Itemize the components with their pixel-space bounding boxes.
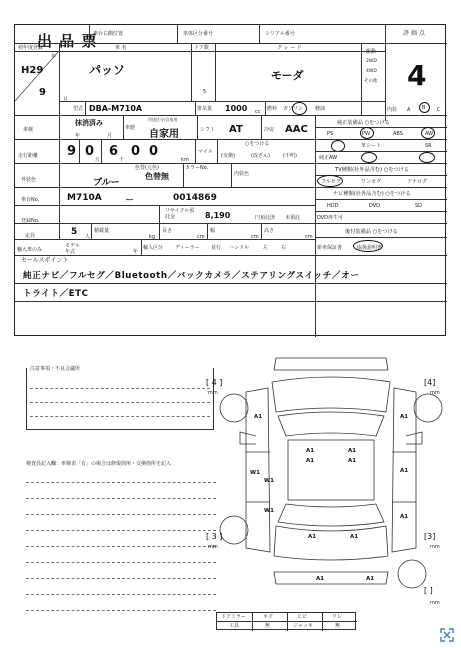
warranty-label: 新車保証書 bbox=[317, 245, 343, 251]
tools-table bbox=[216, 612, 356, 630]
manual-label: 取扱説明書 bbox=[357, 245, 383, 251]
damage-mark-5: A1 bbox=[348, 448, 357, 454]
bracket-front-left: [ 4 ] bbox=[206, 378, 223, 387]
color-change-label: 色替(元色) bbox=[135, 165, 159, 171]
eval-a: A bbox=[407, 107, 411, 113]
mileage-digit-5: 0 bbox=[149, 144, 159, 159]
option-leather: 革シート bbox=[361, 143, 382, 149]
bracket-rear-right: [3] bbox=[424, 532, 436, 541]
damage-mark-4: A1 bbox=[306, 458, 315, 464]
meta-label-2: 車体区分番号 bbox=[183, 31, 214, 37]
mileage-label: 走行距離 bbox=[18, 153, 39, 159]
notes-label: 注意事項・不良会議所 bbox=[30, 366, 81, 372]
score-label: 評 価 点 bbox=[403, 30, 425, 37]
tv-title: TV種類(社外品含む) ○をつける bbox=[335, 167, 410, 173]
color-value: ブルー bbox=[93, 178, 120, 188]
reg-label: 登録No. bbox=[21, 218, 40, 224]
tv-analog: アナログ bbox=[407, 179, 428, 185]
model-label: 型式 bbox=[73, 106, 84, 112]
tool-value-4: 無 bbox=[335, 623, 341, 629]
damage-mark-11: A1 bbox=[400, 514, 409, 520]
option-aw: AW bbox=[425, 131, 434, 137]
mileage-digit-2: 0 bbox=[85, 144, 95, 159]
sales-line-1: 純正ナビ／フルセグ／Bluetooth／バックカメラ／ステアリングスイッチ／オー bbox=[23, 271, 360, 281]
eval-label: 内装 bbox=[387, 107, 398, 113]
capacity-value: 5 bbox=[71, 227, 78, 237]
sheet-title: 出 品 票 bbox=[37, 32, 98, 50]
damage-mark-2: A1 bbox=[400, 414, 409, 420]
drive-label: 駆動 bbox=[366, 49, 377, 55]
inspection-value: 抹消済み bbox=[75, 119, 103, 127]
notes-box bbox=[26, 368, 214, 430]
navi-dvd: DVD bbox=[369, 203, 381, 209]
mileage-digit-4: 0 bbox=[131, 144, 141, 159]
import-div-label: 輸入区分 bbox=[143, 245, 164, 251]
shift-label: シフト bbox=[200, 127, 216, 133]
model-year-label: モデル年式 bbox=[65, 243, 80, 255]
mm-label-1: mm bbox=[208, 390, 218, 396]
door-count: 5 bbox=[203, 89, 207, 95]
import-label: 輸入車のみ bbox=[17, 247, 43, 253]
inspector-note: 検査員記入欄：車検表「有」の場合は修復箇所・交換箇所を記入 bbox=[26, 461, 172, 467]
inspection-label: 車検 bbox=[23, 127, 34, 133]
model-value: DBA-M710A bbox=[89, 104, 143, 113]
fuel-circle bbox=[292, 102, 307, 115]
dealer-label: ディーラー bbox=[175, 245, 200, 251]
options-title: 純正装備品 ○をつける bbox=[337, 120, 390, 126]
option-abs: ABS bbox=[393, 131, 403, 137]
handle-label: ハンドル bbox=[229, 245, 250, 251]
damage-mark-14: A1 bbox=[316, 576, 325, 582]
expand-icon[interactable] bbox=[440, 628, 454, 642]
length-cm: cm bbox=[197, 234, 205, 240]
drive-other: その他 bbox=[364, 79, 378, 84]
month-label: 月 bbox=[63, 97, 69, 103]
usage-top-label: 用途区分/自家用 bbox=[148, 117, 178, 122]
load-label: 積載量 bbox=[94, 228, 110, 234]
eval-c: C bbox=[437, 107, 441, 113]
sales-label: セールスポイント bbox=[21, 257, 69, 264]
km-label: km bbox=[181, 157, 189, 163]
meta-label-1: 車台右側位置 bbox=[93, 31, 124, 37]
score-value: 4 bbox=[407, 59, 427, 92]
light-oil-label: 軽油 bbox=[315, 106, 326, 112]
option-genuine-aw: 純正AW bbox=[319, 155, 338, 161]
tool-value-1: 工具 bbox=[229, 623, 240, 629]
exterior-label: 外装色 bbox=[21, 177, 37, 183]
meter-option-3: (不明) bbox=[283, 153, 297, 159]
grade-value: モーダ bbox=[271, 69, 304, 82]
damage-mark-8: W1 bbox=[264, 478, 274, 484]
navi-hdd: HDD bbox=[327, 203, 339, 209]
tv-fullseg: フルセグ bbox=[321, 179, 341, 185]
shift-value: AT bbox=[229, 124, 243, 135]
inspection-year: 年 bbox=[75, 133, 81, 139]
height-label: 高さ bbox=[264, 228, 275, 234]
left-label: 左 bbox=[263, 245, 269, 251]
mileage-digit-3: 6 bbox=[109, 144, 119, 159]
usage-label: 車歴 bbox=[125, 125, 136, 131]
car-damage-diagram bbox=[216, 352, 446, 608]
car-name-value: パッソ bbox=[89, 63, 126, 77]
chassis-number: 0014869 bbox=[173, 193, 217, 203]
navi-title: ナビ種類(社外品含む) ○をつける bbox=[333, 191, 411, 197]
width-cm: cm bbox=[251, 234, 259, 240]
bracket-front-right: [4] bbox=[424, 378, 436, 387]
grade-label: グ レ ー ド bbox=[277, 45, 302, 51]
right-label: 右 bbox=[281, 245, 287, 251]
first-reg-label: 初年度登録 bbox=[18, 45, 44, 51]
interior-label: 内装色 bbox=[234, 171, 250, 177]
damage-mark-7: W1 bbox=[250, 470, 260, 476]
sen-label: 千 bbox=[119, 157, 125, 163]
color-no-label: カラーNo. bbox=[185, 165, 209, 171]
parallel-label: 並行 bbox=[211, 245, 222, 251]
inspection-month: 月 bbox=[107, 133, 113, 139]
drive-4wd: 4WD bbox=[366, 69, 377, 74]
eval-b: B bbox=[422, 105, 426, 111]
sales-line-2: トライト／ETC bbox=[23, 289, 89, 299]
ac-value: AAC bbox=[285, 124, 308, 135]
meta-label-3: シリアル番号 bbox=[265, 31, 295, 37]
later-title: 後付装備品 ○をつける bbox=[345, 229, 398, 235]
ac-label: 冷房 bbox=[264, 127, 275, 133]
mm-label-4: mm bbox=[430, 544, 440, 550]
mile-label: マイル bbox=[198, 149, 213, 155]
damage-mark-1: A1 bbox=[254, 414, 263, 420]
car-name-label: 車 名 bbox=[115, 45, 127, 51]
cc-label: cc bbox=[255, 109, 261, 115]
option-extra-circle-2 bbox=[419, 152, 435, 163]
damage-mark-9: W1 bbox=[264, 508, 274, 514]
man-label: 万 bbox=[95, 157, 101, 163]
recycle-not-deposited: 未預託 bbox=[285, 215, 301, 221]
chassis-dash: － bbox=[125, 196, 135, 206]
option-sr: SR bbox=[425, 143, 432, 149]
tool-value-2: 無 bbox=[265, 623, 271, 629]
fuel-value: ガソリン bbox=[283, 106, 304, 112]
mm-label-2: mm bbox=[430, 390, 440, 396]
displacement-label: 排気量 bbox=[197, 106, 213, 112]
chassis-label: 車台No. bbox=[21, 197, 40, 203]
bracket-spare: [ ] bbox=[424, 586, 433, 595]
option-pw: PW bbox=[362, 131, 370, 137]
height-cm: cm bbox=[305, 234, 313, 240]
doors-label: ドア数 bbox=[194, 45, 209, 51]
navi-sd: SD bbox=[415, 203, 423, 209]
damage-mark-6: A1 bbox=[348, 458, 357, 464]
tv-oneseg: ワンセグ bbox=[361, 179, 382, 185]
tool-header-3: ヒビ bbox=[297, 614, 308, 620]
tool-header-1: ドアミラー bbox=[221, 614, 246, 620]
capacity-label: 定員 bbox=[25, 233, 36, 239]
era-value: H29 bbox=[21, 65, 44, 76]
color-change-value: 色替無 bbox=[145, 172, 169, 181]
tool-header-4: ワレ bbox=[332, 614, 343, 620]
option-extra-circle-1 bbox=[361, 152, 377, 163]
dvd-playback: DVD再生可 bbox=[317, 215, 344, 221]
tool-header-2: キズ bbox=[263, 614, 273, 620]
option-ps: PS bbox=[327, 131, 334, 137]
bracket-rear-left: [ 3 ] bbox=[206, 532, 223, 541]
year-label: 年 bbox=[51, 54, 57, 60]
usage-value: 自家用 bbox=[149, 129, 179, 140]
model-year-unit: 年 bbox=[133, 249, 139, 255]
drive-2wd: 2WD bbox=[366, 59, 377, 64]
auction-sheet bbox=[14, 24, 446, 336]
mm-label-5: mm bbox=[430, 600, 440, 606]
length-label: 長さ bbox=[162, 228, 173, 234]
meter-note: ○をつける bbox=[245, 141, 270, 147]
damage-mark-12: A1 bbox=[308, 534, 317, 540]
meter-option-2: (改ざん) bbox=[251, 153, 270, 159]
meter-option-1: (交換) bbox=[221, 153, 235, 159]
recycle-deposited: 円預託済 bbox=[255, 215, 276, 221]
mileage-digit-1: 9 bbox=[67, 144, 77, 159]
damage-mark-13: A1 bbox=[350, 534, 359, 540]
fuel-label: 燃料 bbox=[267, 106, 278, 112]
width-label: 幅 bbox=[210, 228, 216, 234]
recycle-label: リサイクル預託金 bbox=[165, 208, 195, 220]
mm-label-3: mm bbox=[208, 544, 218, 550]
damage-mark-10: A1 bbox=[400, 468, 409, 474]
kg-label: kg bbox=[149, 234, 156, 240]
chassis-model: M710A bbox=[67, 193, 102, 203]
damage-mark-15: A1 bbox=[366, 576, 375, 582]
recycle-value: 8,190 bbox=[205, 211, 231, 220]
person-label: 人 bbox=[85, 234, 91, 240]
month-value: 9 bbox=[39, 87, 46, 98]
displacement-value: 1000 bbox=[225, 104, 248, 113]
tool-value-3: ジャッキ bbox=[293, 623, 313, 629]
damage-mark-3: A1 bbox=[306, 448, 315, 454]
